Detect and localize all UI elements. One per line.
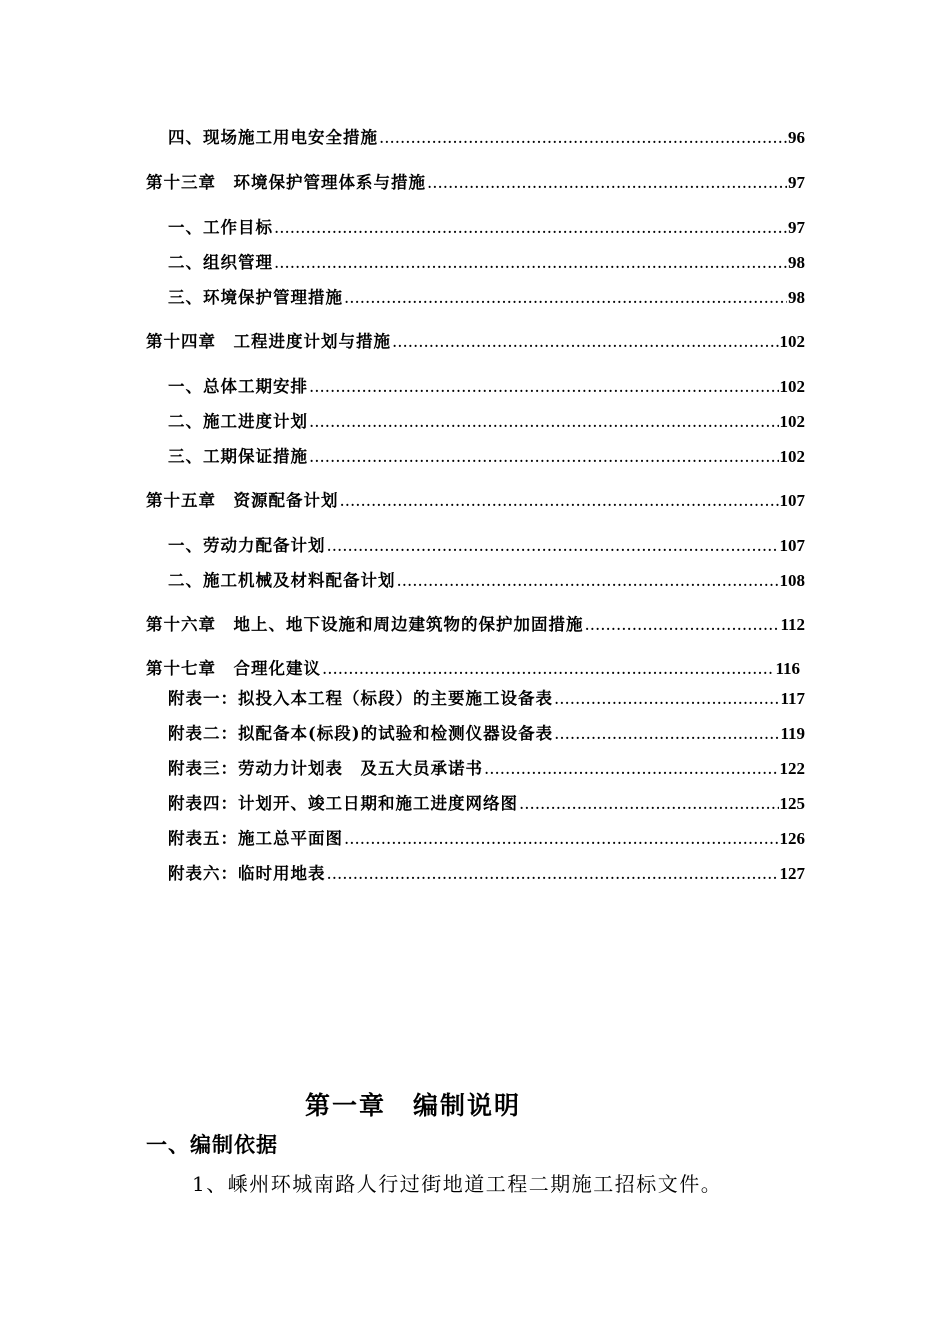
toc-leader-dots [344,287,787,309]
toc-entry-label: 三、环境保护管理措施 [168,288,343,307]
section-title: 一、编制依据 [146,1132,278,1157]
toc-entry[interactable] [168,688,805,710]
toc-entry-page: 126 [779,829,805,848]
toc-entry-label: 三、工期保证措施 [168,447,308,466]
toc-leader-dots [340,490,779,512]
toc-entry[interactable] [146,331,805,353]
toc-entry-page: 125 [779,794,805,813]
toc-entry-page: 102 [779,332,805,351]
toc-entry[interactable] [168,570,805,592]
toc-entry-label: 附表三：劳动力计划表 及五大员承诺书 [168,759,483,778]
toc-leader-dots [585,614,780,636]
toc-entry-page: 116 [775,659,800,678]
toc-entry-page: 112 [780,615,805,634]
toc-leader-dots [379,127,787,149]
toc-entry[interactable] [168,723,805,745]
toc-leader-dots [309,411,779,433]
toc-entry[interactable] [168,863,805,885]
toc-entry[interactable] [168,376,805,398]
toc-entry[interactable] [168,411,805,433]
body-paragraph: 1、嵊州环城南路人行过街地道工程二期施工招标文件。 [192,1172,723,1196]
toc-entry[interactable] [168,127,805,149]
toc-leader-dots [274,252,787,274]
toc-entry-page: 107 [779,491,805,510]
toc-entry-label: 一、劳动力配备计划 [168,536,326,555]
toc-entry-label: 四、现场施工用电安全措施 [168,128,378,147]
toc-entry-page: 98 [788,253,805,272]
toc-entry-page: 127 [779,864,805,883]
toc-leader-dots [484,758,779,780]
toc-leader-dots [309,446,779,468]
toc-entry-page: 102 [779,412,805,431]
toc-entry-label: 附表六：临时用地表 [168,864,326,883]
toc-leader-dots [309,376,779,398]
toc-entry-label: 附表二：拟配备本(标段)的试验和检测仪器设备表 [168,724,554,743]
toc-entry-page: 119 [780,724,805,743]
toc-entry-page: 117 [780,689,805,708]
toc-leader-dots [519,793,779,815]
toc-leader-dots [274,217,787,239]
toc-entry-label: 二、组织管理 [168,253,273,272]
toc-entry-page: 107 [779,536,805,555]
toc-entry-label: 第十七章 合理化建议 [146,659,321,678]
toc-leader-dots [554,688,779,710]
toc-entry-page: 96 [788,128,805,147]
toc-leader-dots [397,570,779,592]
toc-entry[interactable] [168,252,805,274]
toc-entry[interactable] [168,793,805,815]
toc-entry[interactable] [168,758,805,780]
toc-entry[interactable] [168,217,805,239]
toc-entry[interactable] [168,535,805,557]
toc-entry-label: 第十四章 工程进度计划与措施 [146,332,391,351]
toc-leader-dots [327,535,779,557]
toc-leader-dots [554,723,779,745]
toc-entry-page: 102 [779,377,805,396]
toc-entry[interactable] [146,172,805,194]
toc-entry[interactable] [168,446,805,468]
toc-entry-label: 附表一：拟投入本工程（标段）的主要施工设备表 [168,689,553,708]
toc-entry-label: 附表四：计划开、竣工日期和施工进度网络图 [168,794,518,813]
toc-entry-label: 第十三章 环境保护管理体系与措施 [146,173,426,192]
toc-entry-label: 一、工作目标 [168,218,273,237]
toc-entry-label: 二、施工机械及材料配备计划 [168,571,396,590]
toc-entry[interactable] [168,828,805,850]
toc-entry-page: 108 [779,571,805,590]
toc-entry-label: 第十六章 地上、地下设施和周边建筑物的保护加固措施 [146,615,584,634]
toc-entry-page: 102 [779,447,805,466]
toc-entry[interactable] [146,490,805,512]
toc-entry-page: 122 [779,759,805,778]
toc-entry-page: 98 [788,288,805,307]
toc-entry-page: 97 [788,218,805,237]
toc-leader-dots [327,863,779,885]
toc-leader-dots [344,828,779,850]
toc-entry[interactable] [146,658,800,680]
toc-entry-label: 第十五章 资源配备计划 [146,491,339,510]
toc-entry-label: 附表五：施工总平面图 [168,829,343,848]
toc-entry-page: 97 [788,173,805,192]
toc-entry-label: 一、总体工期安排 [168,377,308,396]
toc-leader-dots [427,172,787,194]
chapter-title: 第一章 编制说明 [304,1091,521,1120]
toc-entry[interactable] [146,614,805,636]
toc-leader-dots [392,331,779,353]
toc-entry[interactable] [168,287,805,309]
toc-entry-label: 二、施工进度计划 [168,412,308,431]
toc-leader-dots [322,658,774,680]
